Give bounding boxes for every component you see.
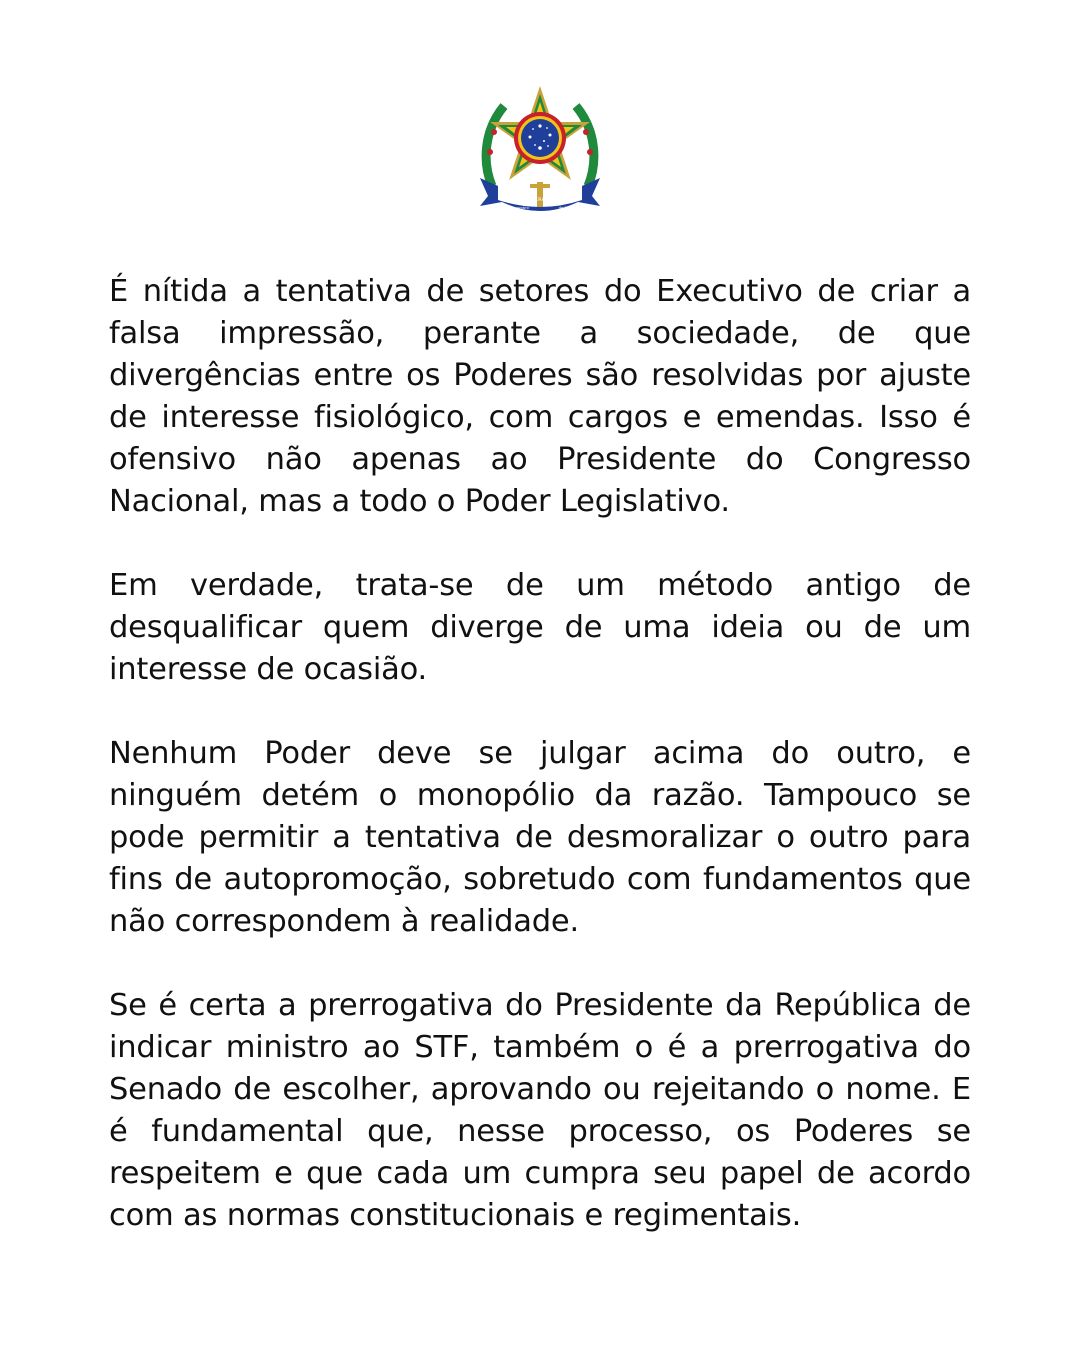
paragraph: É nítida a tentativa de setores do Executivo de criar a falsa impressão, perante a sociedade, de que divergências entre os Poderes são resolvidas por ajuste de interesse fisiológico, com cargos e emendas. Isso é ofensivo não apenas ao Presidente do Congresso Nacional, mas a todo o Poder Legislativo. <box>109 274 971 519</box>
ribbon-date-right: de 1889 <box>558 206 574 210</box>
statement-body <box>109 271 971 1237</box>
paragraph: Em verdade, trata-se de um método antigo de desqualificar quem diverge de uma ideia ou de um interesse de ocasião. <box>109 568 971 687</box>
ribbon-date-left: 15 de novembro <box>499 206 529 210</box>
paragraph: Se é certa a prerrogativa do Presidente da República de indicar ministro ao STF, também o é a prerrogativa do Senado de escolher, aprovando ou rejeitando o nome. E é fundamental que, nesse processo, os Poderes se respeitem e que cada um cumpra seu papel de acordo com as normas constitucionais e regimentais. <box>109 988 971 1233</box>
ribbon-text: PÚBLICA FEDERATIVA DO BRA <box>499 190 580 204</box>
paragraph: Nenhum Poder deve se julgar acima do outro, e ninguém detém o monopólio da razão. Tampouco se pode permitir a tentativa de desmoralizar o outro para fins de autopromoção, sobretudo com fundamentos que não correspondem à realidade. <box>109 736 971 939</box>
coat-of-arms-icon <box>478 82 602 216</box>
